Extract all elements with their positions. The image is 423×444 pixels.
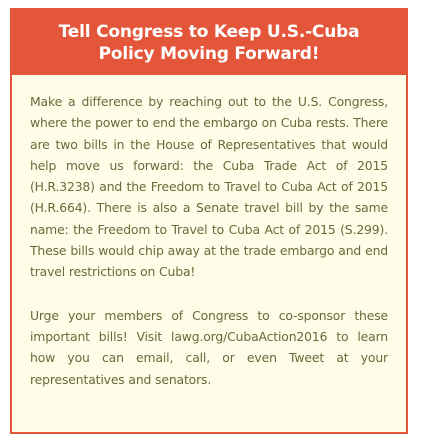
action-card [10, 8, 408, 434]
card-header [12, 10, 406, 75]
card-body [12, 75, 406, 390]
intro-paragraph: Make a difference by reaching out to the U.S. Congress, where the power to end the embargo on Cuba rests. There are two bills in the House of Representatives that would help move us forward: the Cuba Trade Act of 2015 (H.R.3238) and the Freedom to Travel to Cuba Act of 2015 (H.R.664). There is also a Senate travel bill by the same name: the Freedom to Travel to Cuba Act of 2015 (S.299). These bills would chip away at the trade embargo and end travel restrictions on Cuba! [30, 94, 388, 280]
card-title: Tell Congress to Keep U.S.-Cuba Policy Moving Forward! [58, 21, 360, 64]
call-to-action-paragraph: Urge your members of Congress to co-sponsor these important bills! Visit lawg.org/CubaAction2016 to learn how you can email, call, or even Tweet at your representatives and senators. [30, 307, 388, 387]
